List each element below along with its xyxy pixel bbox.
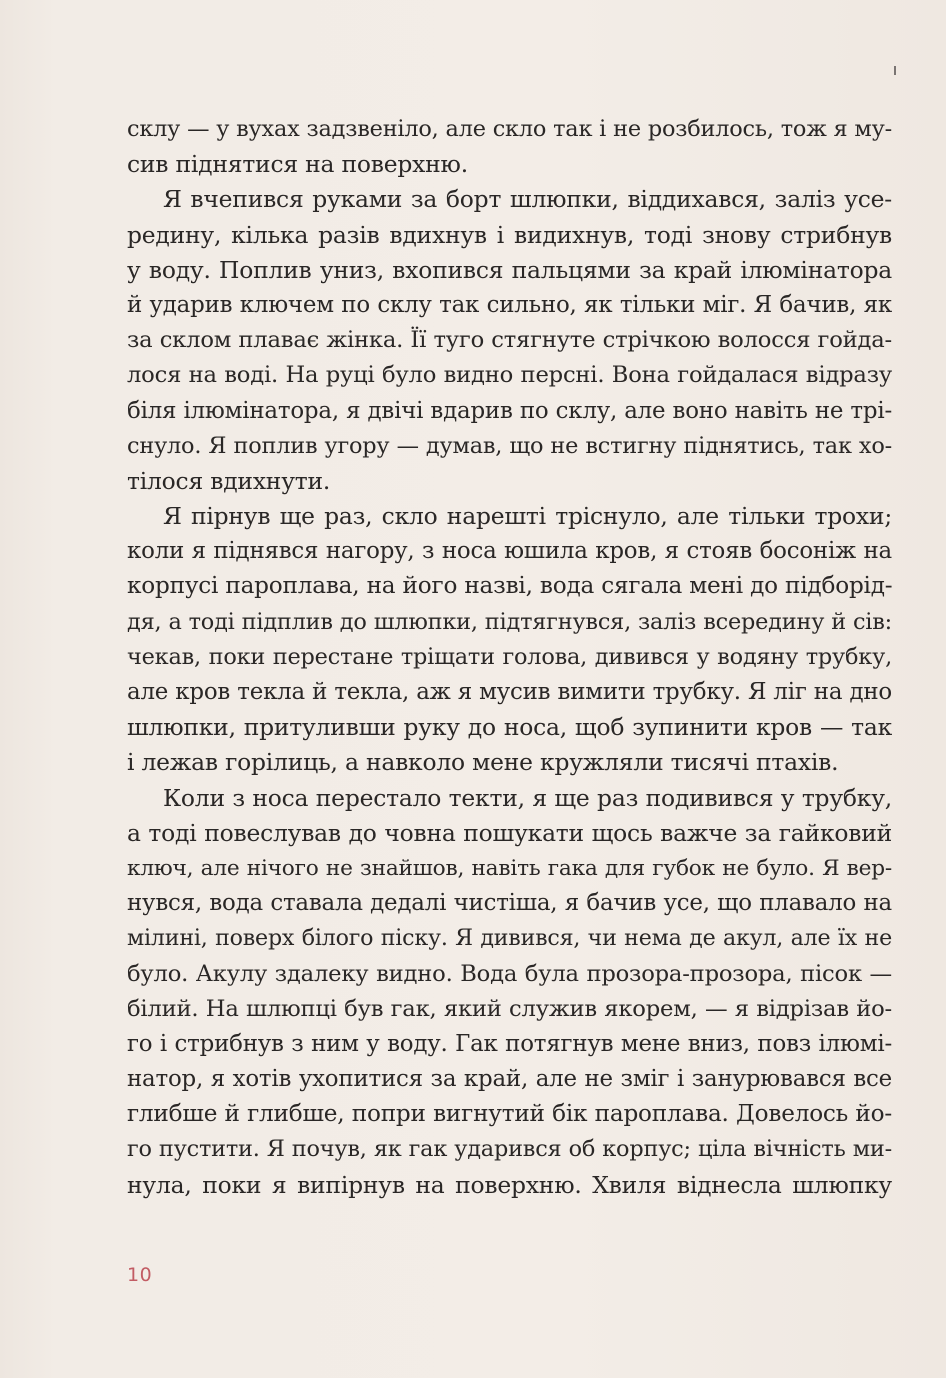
- body-text: [127, 112, 892, 1203]
- text-line: і лежав горілиць, а навколо мене кружляли тисячі птахів.: [127, 748, 839, 777]
- text-line: Я пірнув ще раз, скло нарешті тріснуло, але тільки трохи;: [163, 502, 892, 531]
- text-line: сив піднятися на поверхню.: [127, 150, 468, 179]
- text-line: біля ілюмінатора, я двічі вдарив по склу, але воно навіть не трі-: [127, 397, 892, 424]
- text-line: коли я піднявся нагору, з носа юшила кров, я стояв босоніж на: [127, 538, 892, 565]
- text-line: Я вчепився руками за борт шлюпки, віддихався, заліз усе-: [163, 185, 892, 214]
- page-number: 10: [127, 1264, 153, 1286]
- text-line: а тоді повеслував до човна пошукати щось важче за гайковий: [127, 818, 892, 847]
- page-corner-mark: [894, 66, 896, 75]
- text-line: склу — у вухах задзвеніло, але скло так і не розбилось, тож я му-: [127, 116, 892, 142]
- text-line: лося на воді. На руці було видно персні. Вона гойдалася відразу: [127, 362, 892, 389]
- text-line: снуло. Я поплив угору — думав, що не встигну піднятись, так хо-: [127, 432, 892, 459]
- text-line: чекав, поки перестане тріщати голова, дивився у водяну трубку,: [127, 643, 892, 670]
- text-line: нула, поки я випірнув на поверхню. Хвиля віднесла шлюпку: [127, 1170, 892, 1199]
- text-line: дя, а тоді підплив до шлюпки, підтягнувся, заліз всередину й сів:: [127, 608, 892, 635]
- text-line: але кров текла й текла, аж я мусив вимити трубку. Я ліг на дно: [127, 679, 892, 705]
- text-line: натор, я хотів ухопитися за край, але не зміг і занурювався все: [127, 1066, 892, 1093]
- text-line: ключ, але нічого не знайшов, навіть гака для губок не було. Я вер-: [127, 855, 892, 881]
- text-line: білий. На шлюпці був гак, який служив якорем, — я відрізав йо-: [127, 995, 892, 1022]
- text-line: го і стрибнув з ним у воду. Гак потягнув мене вниз, повз ілюмі-: [127, 1030, 892, 1057]
- text-line: Коли з носа перестало текти, я ще раз подивився у трубку,: [163, 783, 892, 812]
- text-line: глибше й глибше, попри вигнутий бік пароплава. Довелось йо-: [127, 1101, 892, 1128]
- text-line: нувся, вода ставала дедалі чистіша, я бачив усе, що плавало на: [127, 890, 892, 917]
- text-line: тілося вдихнути.: [127, 466, 331, 495]
- text-line: шлюпки, притуливши руку до носа, щоб зупинити кров — так: [127, 713, 892, 742]
- text-line: го пустити. Я почув, як гак ударився об корпус; ціла вічність ми-: [127, 1136, 892, 1163]
- text-line: у воду. Поплив униз, вхопився пальцями за край ілюмінатора: [127, 255, 892, 284]
- text-line: редину, кілька разів вдихнув і видихнув, тоді знову стрибнув: [127, 220, 892, 249]
- text-line: мілині, поверх білого піску. Я дивився, чи нема де акул, але їх не: [127, 925, 892, 952]
- text-line: й ударив ключем по склу так сильно, як тільки міг. Я бачив, як: [127, 291, 892, 318]
- text-line: було. Акулу здалеку видно. Вода була прозора-прозора, пісок —: [127, 960, 892, 987]
- text-line: корпусі пароплава, на його назві, вода сягала мені до підборід-: [127, 573, 893, 600]
- text-line: за склом плаває жінка. Її туго стягнуте стрічкою волосся гойда-: [127, 327, 892, 354]
